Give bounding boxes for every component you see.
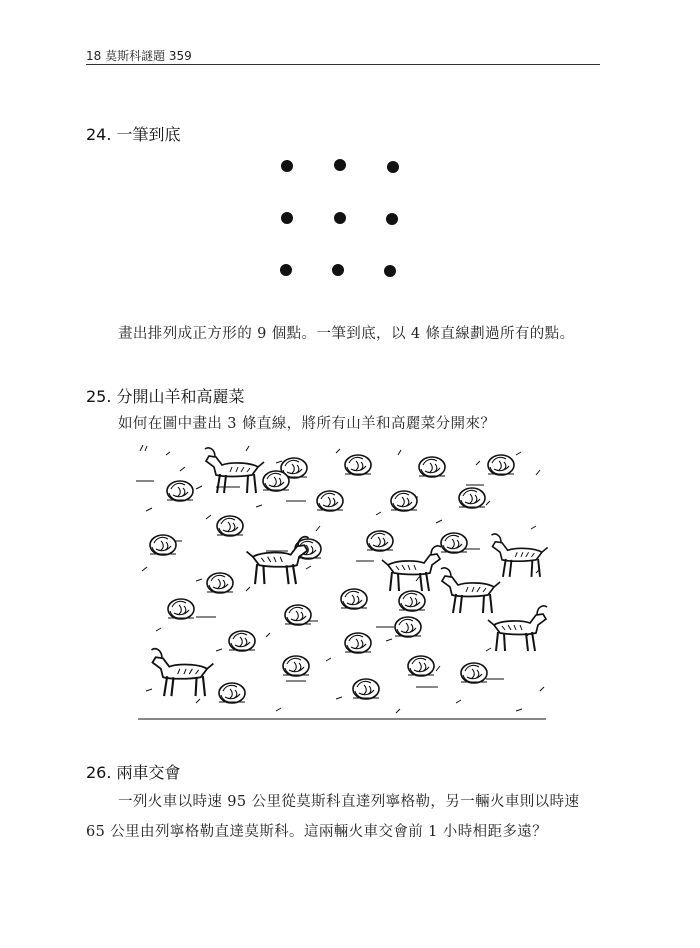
dot (384, 265, 396, 277)
dot (386, 213, 398, 225)
goats (151, 448, 547, 696)
dot (334, 159, 346, 171)
problem-26-title: 26. 兩車交會 (86, 763, 181, 782)
problem-26-text-line1: 一列火車以時速 95 公里從莫斯科直達列寧格勒，另一輛火車則以時速 (118, 794, 580, 810)
problem-25-title: 25. 分開山羊和高麗菜 (86, 387, 245, 406)
running-head: 18 莫斯科謎題 359 (86, 49, 192, 63)
header-rule (86, 64, 600, 65)
cabbages (150, 455, 514, 703)
problem-24-text: 畫出排列成正方形的 9 個點。一筆到底，以 4 條直線劃過所有的點。 (118, 326, 575, 342)
goats-and-cabbages-illustration (136, 441, 548, 723)
dot (281, 160, 293, 172)
problem-26-text-line2: 65 公里由列寧格勒直達莫斯科。這兩輛火車交會前 1 小時相距多遠？ (86, 824, 548, 840)
problem-25-text: 如何在圖中畫出 3 條直線，將所有山羊和高麗菜分開來？ (118, 416, 496, 432)
problem-24-title: 24. 一筆到底 (86, 125, 181, 144)
dot (334, 212, 346, 224)
dot (332, 264, 344, 276)
dot (281, 212, 293, 224)
dot (387, 161, 399, 173)
dot (280, 264, 292, 276)
